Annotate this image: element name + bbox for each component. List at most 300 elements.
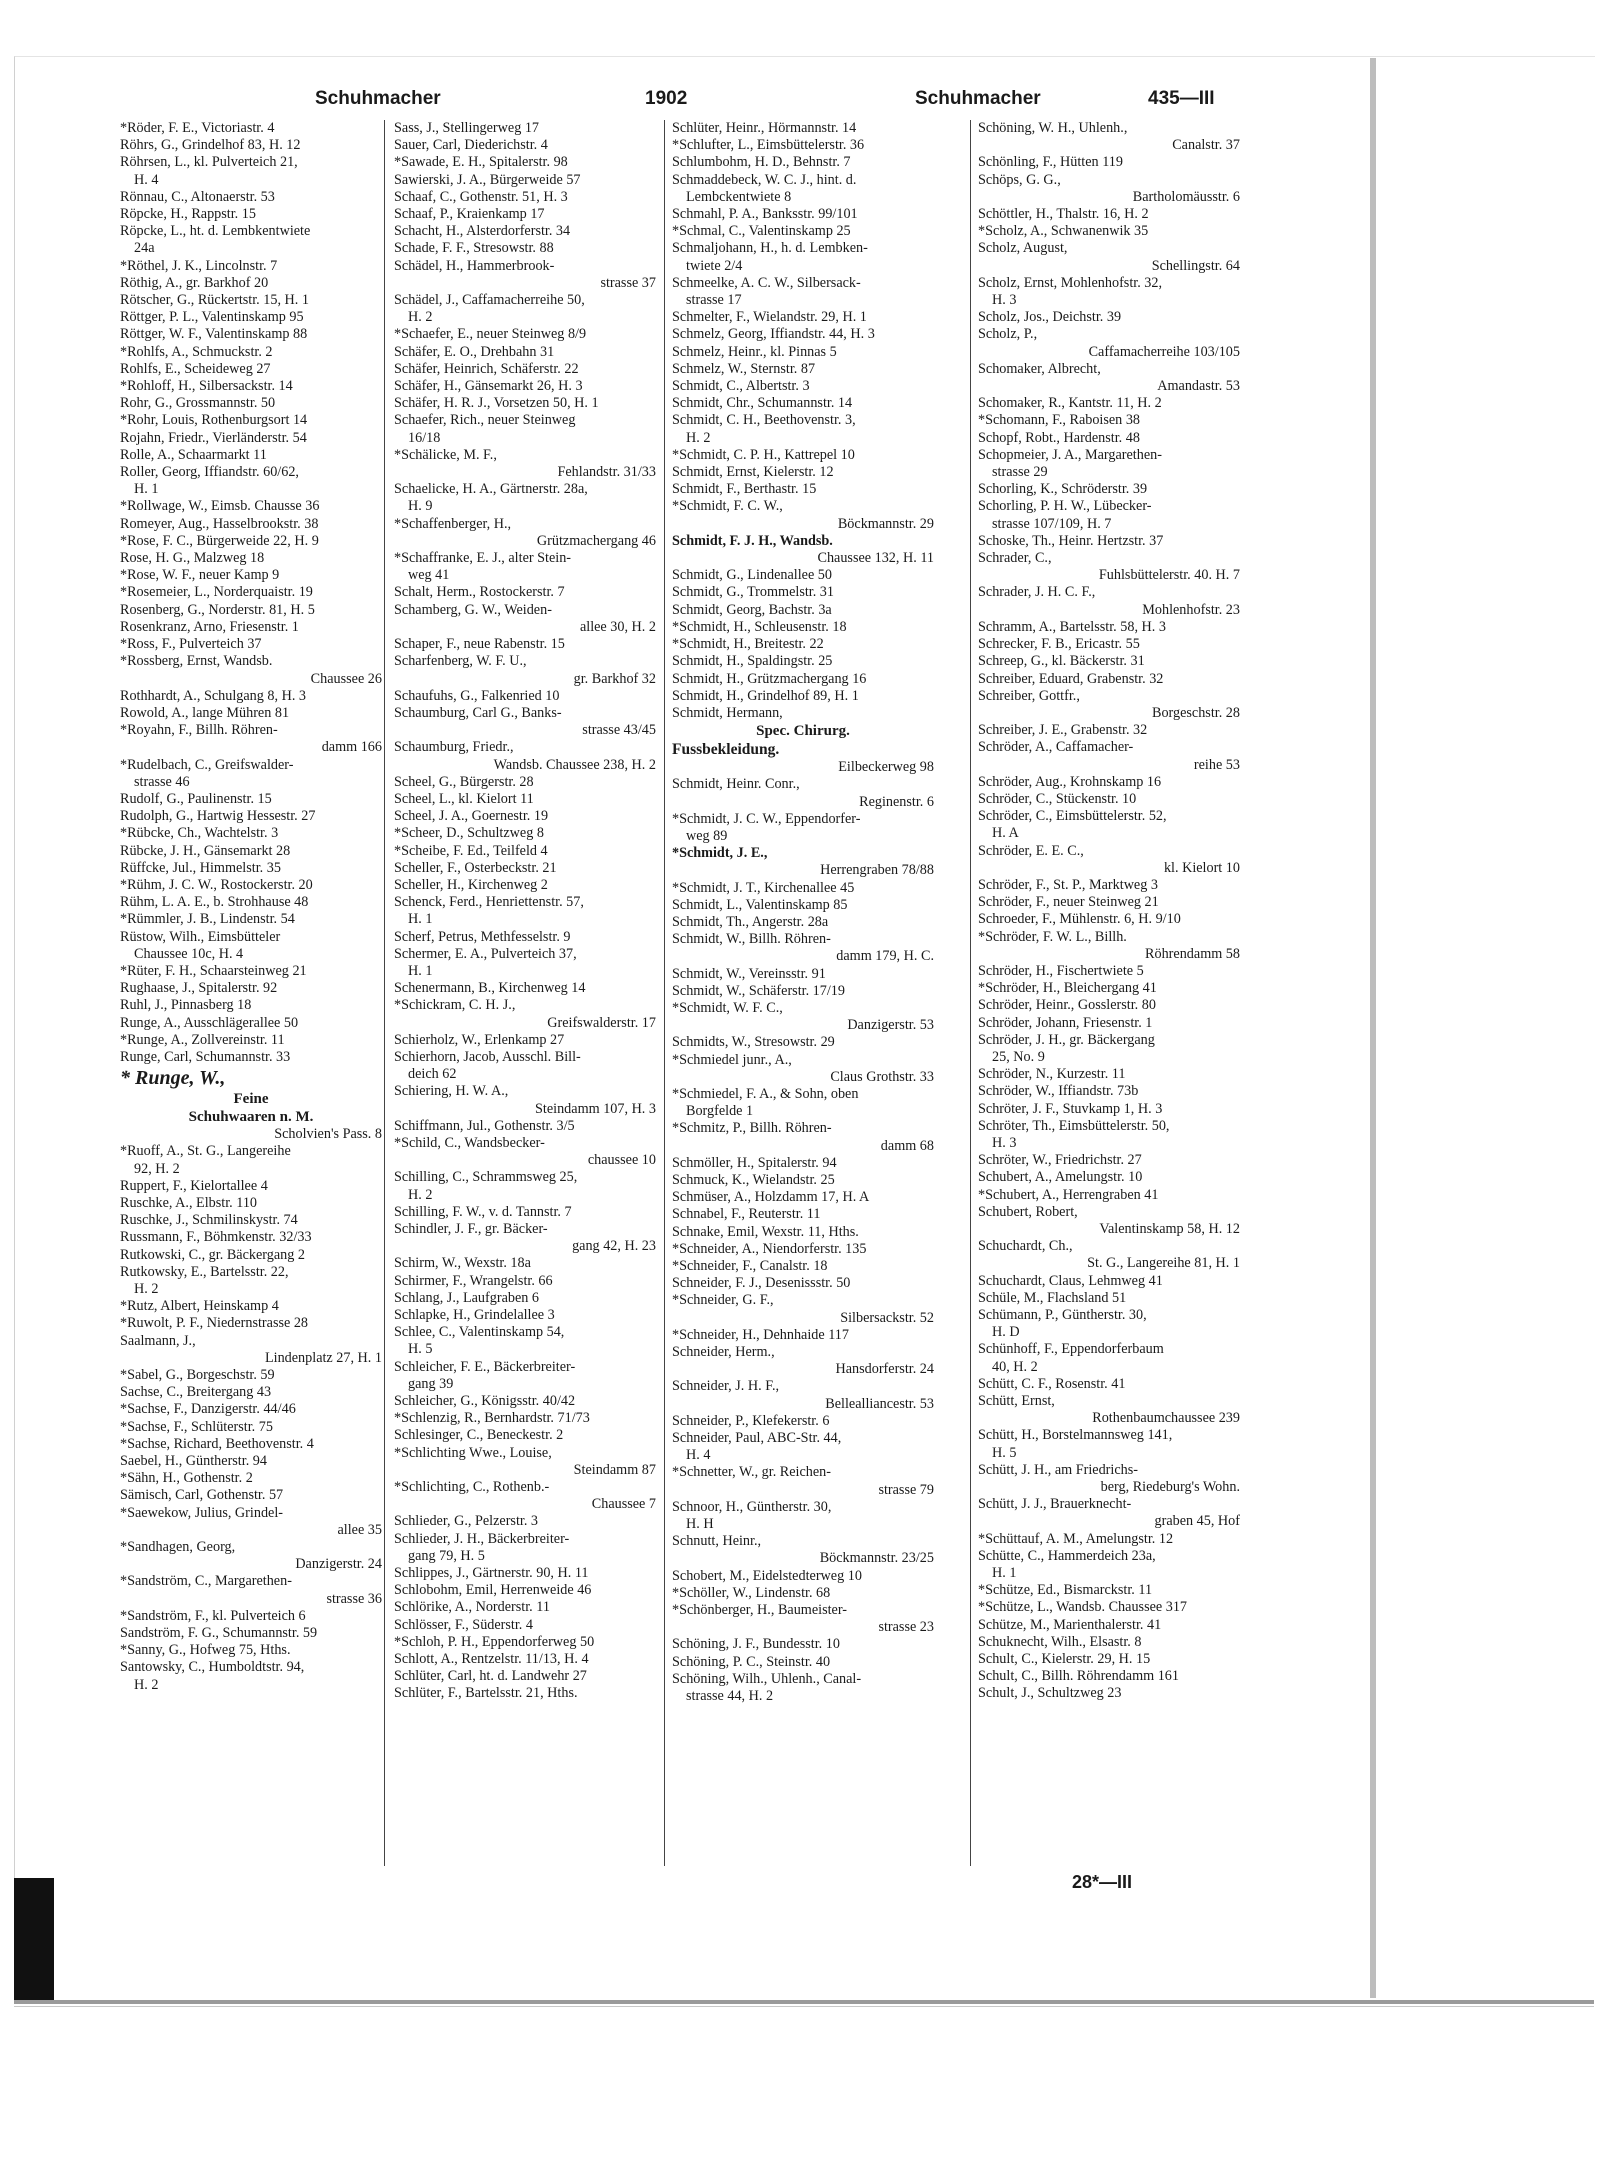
directory-entry: Schröder, W., Iffiandstr. 73b [978,1083,1139,1100]
directory-entry: *Schmidt, J. C. W., Eppendorfer- [672,810,861,827]
directory-entry: Schmuck, K., Wielandstr. 25 [672,1171,835,1188]
directory-entry: Rolle, A., Schaarmarkt 11 [120,446,267,463]
directory-entry: Schröder, N., Kurzestr. 11 [978,1066,1126,1083]
directory-entry: Schmüser, A., Holzdamm 17, H. A [672,1189,870,1206]
directory-entry: *Schröder, F. W. L., Billh. [978,928,1127,945]
directory-entry: gang 79, H. 5 [408,1547,485,1564]
directory-entry: Schröder, J. H., gr. Bäckergang [978,1031,1155,1048]
directory-entry: *Schmidt, H., Breitestr. 22 [672,636,824,653]
scan-bottom-edge [14,2000,1594,2004]
directory-entry: Schröter, W., Friedrichstr. 27 [978,1152,1142,1169]
directory-entry: Schaumburg, Friedr., [394,739,514,756]
directory-entry: Schlang, J., Laufgraben 6 [394,1289,539,1306]
directory-entry: strasse 36 [326,1590,382,1607]
directory-entry: Mohlenhofstr. 23 [1142,601,1240,618]
directory-entry: Schaufuhs, G., Falkenried 10 [394,687,560,704]
directory-entry: *Sandström, C., Margarethen- [120,1573,292,1590]
directory-entry: Schröder, E. E. C., [978,842,1084,859]
directory-entry: *Schütze, L., Wandsb. Chaussee 317 [978,1599,1188,1616]
directory-entry: Schaaf, P., Kraienkamp 17 [394,206,545,223]
directory-entry: Scholz, P., [978,326,1038,343]
directory-entry: Canalstr. 37 [1172,137,1240,154]
directory-entry: Borgfelde 1 [686,1103,754,1120]
directory-entry: Fuhlsbüttelerstr. 40. H. 7 [1098,567,1240,584]
directory-entry: *Rübcke, Ch., Wachtelstr. 3 [120,825,279,842]
directory-entry: *Schomann, F., Raboisen 38 [978,412,1141,429]
directory-entry: Chaussee 132, H. 11 [817,550,934,567]
directory-entry: Schmelz, Heinr., kl. Pinnas 5 [672,343,837,360]
directory-entry: *Rüter, F. H., Schaarsteinweg 21 [120,962,307,979]
directory-entry: Amandastr. 53 [1157,378,1240,395]
directory-entry: Schmidts, W., Stresowstr. 29 [672,1034,835,1051]
directory-entry: H. 3 [992,292,1017,309]
directory-entry: Romeyer, Aug., Hasselbrookstr. 38 [120,515,319,532]
directory-entry: Schellingstr. 64 [1151,257,1240,274]
directory-entry: *Rollwage, W., Eimsb. Chausse 36 [120,498,320,515]
directory-entry: weg 89 [686,827,728,844]
directory-entry: Caffamacherreihe 103/105 [1088,343,1240,360]
directory-entry: Schlüter, Heinr., Hörmannstr. 14 [672,120,857,136]
directory-entry: Schorling, K., Schröderstr. 39 [978,481,1148,498]
directory-entry: H. 5 [992,1444,1017,1461]
directory-entry: Rothenbaumchaussee 239 [1092,1410,1240,1427]
directory-entry: Schneider, Herm., [672,1344,775,1361]
directory-entry: Schmidt, H., Grützmachergang 16 [672,670,867,687]
directory-entry: Schreiber, Gottfr., [978,687,1080,704]
directory-entry: Schnoor, H., Güntherstr. 30, [672,1498,832,1515]
directory-entry: allee 30, H. 2 [579,618,656,635]
directory-entry: H. 5 [408,1341,433,1358]
directory-entry: Schmidt, G., Lindenallee 50 [672,567,832,584]
directory-entry: Schade, F. F., Stresowstr. 88 [394,240,554,257]
directory-entry: Schlippes, J., Gärtnerstr. 90, H. 11 [394,1565,589,1582]
directory-entry: Rüstow, Wilh., Eimsbütteler [120,928,281,945]
directory-entry: Schnutt, Heinr., [672,1533,762,1550]
directory-entry: Schädel, H., Hammerbrook- [394,257,555,274]
directory-entry: *Schlichting, C., Rothenb.- [394,1479,550,1496]
directory-entry: H. H [686,1516,714,1533]
directory-entry: Schlee, C., Valentinskamp 54, [394,1324,565,1341]
directory-entry: strasse 107/109, H. 7 [992,515,1112,532]
directory-entry: Grützmachergang 46 [536,532,656,549]
directory-entry: Schröter, J. F., Stuvkamp 1, H. 3 [978,1100,1163,1117]
directory-entry: Schrecker, F. B., Ericastr. 55 [978,636,1140,653]
directory-entry: Böckmannstr. 29 [837,515,934,532]
directory-entry: Sawierski, J. A., Bürgerweide 57 [394,171,581,188]
directory-entry: Schnake, Emil, Wexstr. 11, Hths. [672,1223,859,1240]
directory-entry: Lindenplatz 27, H. 1 [264,1349,382,1366]
directory-entry: Rutkowski, C., gr. Bäckergang 2 [120,1246,305,1263]
directory-entry: Claus Grothstr. 33 [830,1068,934,1085]
directory-entry: *Schneider, G. F., [672,1292,774,1309]
directory-entry: *Sachse, F., Danzigerstr. 44/46 [120,1401,296,1418]
directory-entry: *Schild, C., Wandsbecker- [394,1134,545,1151]
directory-entry: *Rohr, Louis, Rothenburgsort 14 [120,412,308,429]
directory-entry: Schüle, M., Flachsland 51 [978,1289,1127,1306]
directory-entry: Rughaase, J., Spitalerstr. 92 [120,980,278,997]
directory-entry: Schaaf, C., Gothenstr. 51, H. 3 [394,188,568,205]
directory-entry: Rohr, G., Grossmannstr. 50 [120,395,276,412]
directory-entry: *Schälicke, M. F., [394,446,497,463]
directory-entry: *Schloh, P. H., Eppendorferweg 50 [394,1633,595,1650]
directory-entry: Rothhardt, A., Schulgang 8, H. 3 [120,687,307,704]
directory-entry: Schmelter, F., Wielandstr. 29, H. 1 [672,309,867,326]
directory-entry: H. 2 [686,429,711,446]
directory-entry: Schomaker, R., Kantstr. 11, H. 2 [978,395,1162,412]
directory-entry: Schütze, M., Marienthalerstr. 41 [978,1616,1162,1633]
directory-entry: Schmelz, Georg, Iffiandstr. 44, H. 3 [672,326,875,343]
directory-entry: Schröter, Th., Eimsbüttelerstr. 50, [978,1117,1170,1134]
directory-entry: H. 2 [408,309,433,326]
directory-entry: Scholz, Jos., Deichstr. 39 [978,309,1122,326]
directory-entry: Sandström, F. G., Schumannstr. 59 [120,1625,318,1642]
directory-entry: Schenermann, B., Kirchenweg 14 [394,980,586,997]
directory-entry: H. 1 [134,481,159,498]
directory-entry: *Schmiedel junr., A., [672,1051,792,1068]
scan-corner-mark [14,1878,54,2000]
directory-entry: Schnabel, F., Reuterstr. 11 [672,1206,821,1223]
directory-entry: Schröder, A., Caffamacher- [978,739,1134,756]
directory-entry: *Schmitz, P., Billh. Röhren- [672,1120,832,1137]
directory-entry: Schuchardt, Claus, Lehmweg 41 [978,1272,1163,1289]
directory-entry: Schneider, P., Klefekerstr. 6 [672,1412,830,1429]
directory-entry: Schöning, P. C., Steinstr. 40 [672,1653,831,1670]
directory-entry: Schädel, J., Caffamacherreihe 50, [394,292,585,309]
directory-entry: *Ruoff, A., St. G., Langereihe [120,1143,291,1160]
directory-entry: Danzigerstr. 24 [295,1556,382,1573]
directory-entry: Schmidt, G., Trommelstr. 31 [672,584,834,601]
directory-entry: Schmidt, W., Schäferstr. 17/19 [672,982,845,999]
directory-entry: Schreiber, J. E., Grabenstr. 32 [978,722,1148,739]
directory-entry: Fehlandstr. 31/33 [557,464,656,481]
directory-entry: Schmidt, Hermann, [672,704,783,721]
directory-entry: Rose, H. G., Malzweg 18 [120,550,265,567]
directory-entry: *Schöller, W., Lindenstr. 68 [672,1584,831,1601]
directory-entry: Schierhorn, Jacob, Ausschl. Bill- [394,1048,581,1065]
directory-entry: Schubert, Robert, [978,1203,1078,1220]
directory-column-2 [394,120,656,1703]
directory-entry: * Runge, W., [120,1067,226,1090]
directory-entry: gang 42, H. 23 [572,1238,656,1255]
directory-entry: *Rossberg, Ernst, Wandsb. [120,653,273,670]
directory-entry: Rohlfs, E., Scheideweg 27 [120,360,271,377]
column-rule [970,120,971,1866]
directory-entry: 24a [134,240,155,257]
directory-entry: *Schnetter, W., gr. Reichen- [672,1464,832,1481]
directory-entry: Steindamm 107, H. 3 [535,1100,656,1117]
directory-entry: *Scheibe, F. Ed., Teilfeld 4 [394,842,548,859]
directory-entry: H. A [992,825,1019,842]
directory-entry: Schermer, E. A., Pulverteich 37, [394,945,577,962]
directory-entry: *Sähn, H., Gothenstr. 2 [120,1470,253,1487]
directory-entry: St. G., Langereihe 81, H. 1 [1087,1255,1240,1272]
directory-entry: Schütt, C. F., Rosenstr. 41 [978,1375,1126,1392]
directory-column-4 [978,120,1240,1703]
directory-entry: Schmeelke, A. C. W., Silbersack- [672,274,861,291]
directory-entry: *Schneider, F., Canalstr. 18 [672,1258,828,1274]
directory-entry: Schaelicke, H. A., Gärtnerstr. 28a, [394,481,588,498]
directory-entry: Schmaljohann, H., h. d. Lembken- [672,240,868,257]
directory-entry: *Schütze, Ed., Bismarckstr. 11 [978,1582,1153,1599]
directory-entry: Schreiber, Eduard, Grabenstr. 32 [978,670,1164,687]
directory-entry: Schuknecht, Wilh., Elsastr. 8 [978,1633,1142,1650]
directory-entry: Danzigerstr. 53 [847,1017,934,1034]
directory-entry: Rutkowsky, E., Bartelsstr. 22, [120,1263,289,1280]
directory-entry: Scheel, G., Bürgerstr. 28 [394,773,534,790]
directory-entry: Sachse, C., Breitergang 43 [120,1384,272,1401]
directory-entry: Schubert, A., Amelungstr. 10 [978,1169,1143,1186]
directory-entry: Schröder, Heinr., Gosslerstr. 80 [978,997,1156,1014]
directory-entry: *Schickram, C. H. J., [394,997,516,1014]
directory-entry: *Schaffranke, E. J., alter Stein- [394,550,572,567]
directory-entry: Schlapke, H., Grindelallee 3 [394,1307,555,1324]
directory-entry: strasse 23 [878,1619,934,1636]
directory-entry: allee 35 [337,1521,382,1538]
directory-entry: Röttger, P. L., Valentinskamp 95 [120,309,304,326]
directory-entry: Scheel, J. A., Goernestr. 19 [394,808,549,825]
directory-entry: Ruschke, A., Elbstr. 110 [120,1194,258,1211]
directory-entry: Röthig, A., gr. Barkhof 20 [120,274,269,291]
directory-entry: Spec. Chirurg. [756,723,850,740]
directory-entry: Scholz, August, [978,240,1068,257]
directory-entry: *Rutz, Albert, Heinskamp 4 [120,1298,279,1315]
directory-entry: Schopf, Robt., Hardenstr. 48 [978,429,1140,446]
directory-entry: Saalmann, J., [120,1332,196,1349]
directory-entry: 16/18 [408,429,441,446]
directory-entry: gr. Barkhof 32 [573,670,656,687]
directory-entry: *Rühm, J. C. W., Rostockerstr. 20 [120,876,313,893]
column-rule [384,120,385,1866]
directory-entry: 40, H. 2 [992,1358,1038,1375]
directory-entry: *Royahn, F., Billh. Röhren- [120,722,278,739]
directory-entry: weg 41 [408,567,450,584]
directory-entry: H. 1 [408,911,433,928]
directory-entry: Schirm, W., Wexstr. 18a [394,1255,531,1272]
directory-entry: Schult, C., Billh. Röhrendamm 161 [978,1668,1179,1685]
directory-entry: Schmidt, W., Billh. Röhren- [672,931,831,948]
directory-entry: Schöning, Wilh., Uhlenh., Canal- [672,1670,862,1687]
directory-entry: *Sanny, G., Hofweg 75, Hths. [120,1642,291,1659]
scan-bottom-line [14,2006,1594,2007]
directory-entry: Schroeder, F., Mühlenstr. 6, H. 9/10 [978,911,1181,928]
directory-entry: Schaper, F., neue Rabenstr. 15 [394,636,565,653]
directory-entry: *Röthel, J. K., Lincolnstr. 7 [120,257,278,274]
directory-entry: *Röder, F. E., Victoriastr. 4 [120,120,275,136]
directory-entry: Schmahl, P. A., Banksstr. 99/101 [672,206,858,223]
directory-entry: Rötscher, G., Rückertstr. 15, H. 1 [120,292,309,309]
directory-entry: Schrader, C., [978,550,1052,567]
directory-entry: Greifswalderstr. 17 [547,1014,656,1031]
directory-entry: *Sabel, G., Borgeschstr. 59 [120,1367,275,1384]
directory-entry: Chaussee 26 [310,670,382,687]
directory-entry: Schlörike, A., Norderstr. 11 [394,1599,550,1616]
directory-entry: Scheller, H., Kirchenweg 2 [394,876,548,893]
directory-entry: Schiering, H. W. A., [394,1083,509,1100]
directory-entry: Schult, J., Schultzweg 23 [978,1685,1122,1702]
directory-entry: Rönnau, C., Altonaerstr. 53 [120,188,275,205]
directory-entry: H. 2 [408,1186,433,1203]
directory-entry: Borgeschstr. 28 [1151,704,1240,721]
directory-entry: H. 1 [408,962,433,979]
directory-entry: Wandsb. Chaussee 238, H. 2 [493,756,656,773]
directory-entry: Schlüter, F., Bartelsstr. 21, Hths. [394,1685,578,1702]
directory-entry: Schütte, C., Hammerdeich 23a, [978,1547,1156,1564]
directory-entry: Schütt, J. J., Brauerknecht- [978,1496,1132,1513]
directory-entry: *Sachse, F., Schlüterstr. 75 [120,1418,273,1435]
directory-entry: graben 45, Hof [1154,1513,1240,1530]
directory-entry: Schmidt, H., Grindelhof 89, H. 1 [672,687,859,704]
directory-entry: Rühm, L. A. E., b. Strohhause 48 [120,894,309,911]
directory-entry: Roller, Georg, Iffiandstr. 60/62, [120,464,299,481]
directory-entry: Rübcke, J. H., Gänsemarkt 28 [120,842,291,859]
header-page-number: 435—III [1148,88,1215,109]
directory-entry: Sämisch, Carl, Gothenstr. 57 [120,1487,284,1504]
directory-entry: Schmidt, W., Vereinsstr. 91 [672,965,826,982]
directory-entry: Schirmer, F., Wrangelstr. 66 [394,1272,553,1289]
directory-entry: Schleicher, F. E., Bäckerbreiter- [394,1358,576,1375]
directory-entry: Rowold, A., lange Mühren 81 [120,704,290,721]
directory-entry: strasse 29 [992,464,1048,481]
directory-entry: Schaumburg, Carl G., Banks- [394,704,562,721]
directory-entry: *Schaefer, E., neuer Steinweg 8/9 [394,326,587,343]
directory-entry: *Schmidt, C. P. H., Kattrepel 10 [672,446,855,463]
directory-entry: Schenck, Ferd., Henriettenstr. 57, [394,894,584,911]
directory-entry: Schramm, A., Bartelsstr. 58, H. 3 [978,618,1166,635]
directory-entry: *Schubert, A., Herrengraben 41 [978,1186,1159,1203]
directory-entry: Schlumbohm, H. D., Behnstr. 7 [672,154,851,171]
directory-entry: Scharfenberg, W. F. U., [394,653,527,670]
column-rule [664,120,665,1866]
directory-entry: Herrengraben 78/88 [820,862,934,879]
directory-entry: Chaussee 10c, H. 4 [134,945,244,962]
header-left-title: Schuhmacher [315,88,441,109]
directory-entry: Sass, J., Stellingerweg 17 [394,120,540,136]
directory-entry: *Schlufter, L., Eimsbüttelerstr. 36 [672,137,865,154]
directory-entry: H. 1 [992,1565,1017,1582]
directory-entry: *Rohloff, H., Silbersackstr. 14 [120,378,293,395]
directory-entry: Valentinskamp 58, H. 12 [1099,1221,1240,1237]
footer-page-mark: 28*—III [1072,1872,1133,1892]
directory-entry: Feine [233,1091,269,1108]
directory-entry: strasse 44, H. 2 [686,1688,774,1705]
directory-entry: *Schüttauf, A. M., Amelungstr. 12 [978,1530,1174,1547]
directory-entry: Fussbekleidung. [672,741,780,759]
directory-entry: Ruppert, F., Kielortallee 4 [120,1177,268,1194]
directory-entry: Schmidt, L., Valentinskamp 85 [672,896,848,913]
directory-entry: Reginenstr. 6 [859,793,934,810]
directory-entry: Schmidt, C., Albertstr. 3 [672,378,810,395]
directory-entry: Schmidt, F., Berthastr. 15 [672,481,817,498]
directory-entry: Schmidt, Th., Angerstr. 28a [672,913,829,930]
directory-entry: *Schneider, A., Niendorferstr. 135 [672,1240,867,1257]
directory-entry: Bartholomäusstr. 6 [1132,188,1240,205]
header-year: 1902 [645,88,688,109]
directory-entry: *Schmiedel, F. A., & Sohn, oben [672,1085,859,1102]
directory-entry: *Rohlfs, A., Schmuckstr. 2 [120,343,273,360]
directory-entry: Schütt, J. H., am Friedrichs- [978,1461,1138,1478]
directory-entry: Rosenberg, G., Norderstr. 81, H. 5 [120,601,315,618]
directory-entry: Scherf, Petrus, Methfesselstr. 9 [394,928,571,945]
directory-entry: Schöttler, H., Thalstr. 16, H. 2 [978,206,1149,223]
directory-entry: Schlott, A., Rentzelstr. 11/13, H. 4 [394,1651,589,1668]
directory-entry: H. 4 [134,171,159,188]
directory-entry: Santowsky, C., Humboldtstr. 94, [120,1659,305,1676]
directory-entry: Bellealliancestr. 53 [825,1395,934,1412]
directory-entry: Rojahn, Friedr., Vierländerstr. 54 [120,429,307,446]
directory-entry: Schmidt, C. H., Beethovenstr. 3, [672,412,856,429]
directory-entry: Schmöller, H., Spitalerstr. 94 [672,1154,837,1171]
directory-entry: Schönling, F., Hütten 119 [978,154,1123,171]
directory-entry: Schoske, Th., Heinr. Hertzstr. 37 [978,532,1164,549]
directory-entry: gang 39 [408,1375,454,1392]
directory-entry: Schneider, Paul, ABC-Str. 44, [672,1430,842,1447]
directory-entry: *Sandström, F., kl. Pulverteich 6 [120,1607,306,1624]
directory-entry: Scheel, L., kl. Kielort 11 [394,790,534,807]
directory-entry: Schmidt, Georg, Bachstr. 3a [672,601,832,618]
directory-entry: Schneider, J. H. F., [672,1378,780,1395]
directory-entry: *Schmidt, H., Schleusenstr. 18 [672,618,847,635]
directory-entry: damm 166 [321,739,382,756]
directory-entry: H. 3 [992,1134,1017,1151]
directory-entry: berg, Riedeburg's Wohn. [1100,1479,1240,1496]
directory-entry: Schmelz, W., Sternstr. 87 [672,360,816,377]
directory-entry: H. D [992,1324,1020,1341]
directory-entry: 92, H. 2 [134,1160,180,1177]
directory-entry: Ruschke, J., Schmilinskystr. 74 [120,1212,298,1229]
directory-entry: Schäfer, E. O., Drehbahn 31 [394,343,555,360]
directory-entry: strasse 37 [600,274,656,291]
directory-entry: Schomaker, Albrecht, [978,360,1101,377]
directory-entry: Silbersackstr. 52 [840,1309,934,1326]
directory-entry: *Schröder, H., Bleichergang 41 [978,980,1157,997]
directory-entry: Schünhoff, F., Eppendorferbaum [978,1341,1164,1358]
directory-entry: *Sawade, E. H., Spitalerstr. 98 [394,154,568,171]
directory-entry: Rudolf, G., Paulinenstr. 15 [120,790,272,807]
directory-entry: deich 62 [408,1066,457,1083]
directory-entry: Röhrs, G., Grindelhof 83, H. 12 [120,137,301,154]
directory-entry: Röpcke, L., ht. d. Lembkentwiete [120,223,311,240]
directory-entry: *Schneider, H., Dehnhaide 117 [672,1326,849,1343]
directory-entry: *Sandhagen, Georg, [120,1539,236,1556]
directory-entry: Russmann, F., Böhmkenstr. 32/33 [120,1229,312,1246]
directory-entry: *Sachse, Richard, Beethovenstr. 4 [120,1435,314,1452]
directory-entry: Rosenkranz, Arno, Friesenstr. 1 [120,618,299,635]
directory-entry: H. 9 [408,498,433,515]
directory-entry: Schneider, F. J., Desenissstr. 50 [672,1275,851,1292]
directory-entry: damm 68 [880,1137,934,1154]
directory-entry: Schierholz, W., Erlenkamp 27 [394,1031,565,1048]
directory-entry: *Rose, F. C., Bürgerweide 22, H. 9 [120,532,319,549]
directory-entry: Scholvien's Pass. 8 [274,1126,382,1143]
directory-entry: Eilbeckerweg 98 [838,759,934,776]
directory-entry: *Scheer, D., Schultzweg 8 [394,825,544,842]
header-right-title: Schuhmacher [915,88,1041,109]
directory-entry: Schmidt, F. J. H., Wandsb. [672,532,833,549]
directory-entry: Schorling, P. H. W., Lübecker- [978,498,1152,515]
directory-entry: Schöning, W. H., Uhlenh., [978,120,1128,136]
directory-entry: Schmidt, H., Spaldingstr. 25 [672,653,833,670]
directory-entry: *Runge, A., Zollvereinstr. 11 [120,1031,285,1048]
directory-entry: H. 2 [134,1676,159,1693]
directory-entry: Schmidt, Ernst, Kielerstr. 12 [672,464,834,481]
directory-entry: Böckmannstr. 23/25 [819,1550,934,1567]
directory-entry: Schiffmann, Jul., Gothenstr. 3/5 [394,1117,575,1134]
directory-entry: *Ross, F., Pulverteich 37 [120,636,262,653]
directory-entry: Steindamm 87 [573,1461,656,1478]
directory-entry: Rüffcke, Jul., Himmelstr. 35 [120,859,281,876]
directory-entry: *Schmidt, F. C. W., [672,498,783,515]
directory-entry: *Schönberger, H., Baumeister- [672,1602,848,1619]
